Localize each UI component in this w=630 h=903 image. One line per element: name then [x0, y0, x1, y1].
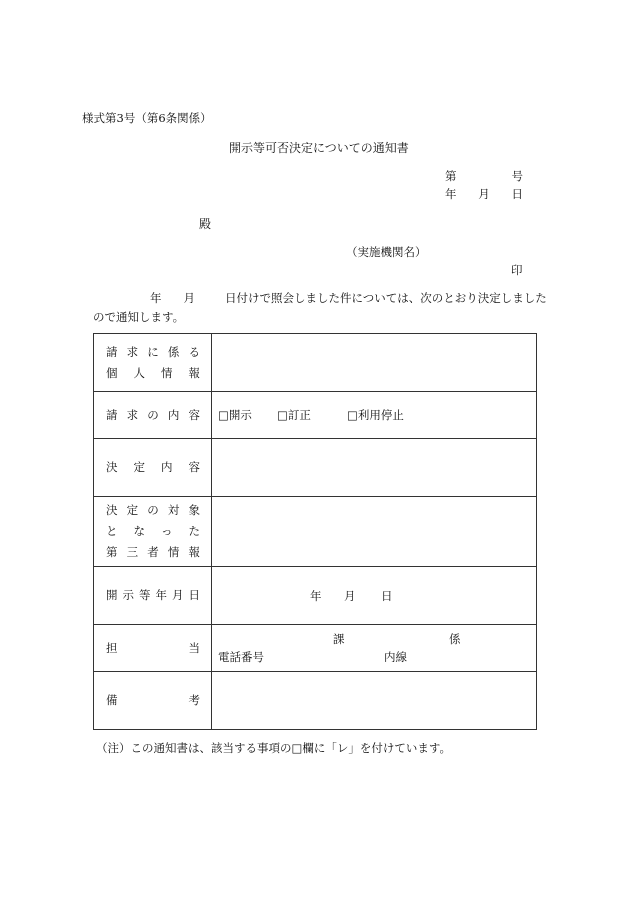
label-contact [94, 625, 212, 672]
label-char: 情 [161, 365, 173, 380]
label-decision [94, 439, 212, 497]
label-char: 報 [188, 545, 200, 559]
row-disclosure-date [94, 567, 537, 625]
label-char: の [147, 407, 159, 422]
option-suspension-checkbox[interactable]: □利用停止 [347, 408, 404, 422]
label-personal-info [94, 334, 212, 392]
label-char: 等 [139, 588, 151, 602]
label-char: 日 [188, 588, 200, 602]
label-line [94, 457, 211, 478]
label-char: 内 [161, 460, 173, 474]
contact-phone-line [212, 648, 536, 666]
value-decision[interactable] [212, 439, 537, 497]
document-title: 開示等可否決定についての通知書 [229, 141, 409, 155]
label-line [94, 500, 211, 521]
body-line1-rest: 日付けで照会しました件については、次のとおり決定しました [225, 291, 547, 305]
document-number [445, 168, 523, 184]
label-char: 月 [172, 588, 184, 602]
label-char: 係 [167, 344, 180, 359]
label-char: 報 [188, 365, 200, 380]
label-char: に [147, 344, 159, 359]
row-decision [94, 439, 537, 497]
value-third-party-info[interactable] [212, 497, 537, 567]
row-third-party-info [94, 497, 537, 567]
contact-phone-label: 電話番号 [218, 650, 264, 664]
addressee-honorific: 殿 [199, 217, 212, 231]
label-char: 内 [167, 407, 180, 422]
option-correction-checkbox[interactable]: □訂正 [277, 408, 311, 422]
label-char: 容 [188, 460, 200, 474]
sender-agency: （実施機関名） [346, 245, 427, 259]
label-char: 当 [188, 640, 200, 655]
label-char: 者 [147, 545, 159, 559]
disclosure-day: 日 [381, 588, 393, 603]
label-char: 請 [106, 344, 118, 359]
body-month: 月 [183, 291, 195, 305]
label-line [94, 342, 211, 363]
label-disclosure-date [94, 567, 212, 625]
label-char: 人 [133, 365, 145, 380]
label-char: 求 [126, 407, 139, 422]
label-char: 考 [188, 693, 200, 707]
label-char: 情 [167, 545, 180, 559]
contact-subsection: 係 [449, 632, 461, 646]
value-remarks[interactable] [212, 672, 537, 730]
label-line [94, 638, 211, 659]
disclosure-date-fields [212, 588, 536, 604]
doc-number-suffix: 号 [511, 169, 523, 183]
label-char: 対 [167, 503, 180, 517]
label-line [94, 585, 211, 606]
label-char: 備 [106, 693, 118, 707]
label-char: な [133, 524, 145, 538]
label-char: と [106, 524, 118, 538]
issue-date [445, 186, 523, 202]
label-char: っ [161, 524, 173, 538]
body-year: 年 [150, 291, 162, 305]
row-request-content [94, 392, 537, 439]
label-char: の [147, 503, 159, 517]
label-char: 決 [106, 460, 118, 474]
footnote: （注）この通知書は、該当する事項の□欄に「レ」を付けています。 [96, 741, 451, 755]
label-char: た [188, 524, 200, 538]
label-char: 決 [106, 503, 118, 517]
label-line [94, 521, 211, 542]
seal-mark: 印 [511, 263, 523, 277]
label-char: 求 [126, 344, 139, 359]
value-request-content [212, 392, 537, 439]
contact-extension-label: 内線 [384, 650, 407, 664]
contact-section-line [212, 630, 536, 648]
label-char: 請 [106, 407, 118, 422]
value-personal-info[interactable] [212, 334, 537, 392]
label-char: る [188, 344, 200, 359]
label-line [94, 363, 211, 384]
label-char: 年 [155, 588, 167, 602]
row-remarks [94, 672, 537, 730]
label-remarks [94, 672, 212, 730]
label-line [94, 405, 211, 426]
label-request-content [94, 392, 212, 439]
disclosure-month: 月 [344, 588, 356, 603]
issue-date-year: 年 [445, 187, 457, 201]
notice-table [93, 333, 537, 730]
issue-date-month: 月 [478, 187, 490, 201]
doc-number-prefix: 第 [445, 169, 457, 183]
label-line [94, 690, 211, 711]
row-contact [94, 625, 537, 672]
form-number-label: 様式第3号（第6条関係） [82, 111, 212, 125]
request-options [212, 407, 536, 423]
label-char: 示 [122, 588, 134, 602]
label-char: 開 [106, 588, 118, 602]
label-char: 個 [106, 365, 118, 380]
label-char: 定 [126, 503, 139, 517]
issue-date-day: 日 [511, 187, 523, 201]
disclosure-year: 年 [310, 588, 322, 603]
label-char: 三 [126, 545, 139, 559]
label-char: 第 [106, 545, 118, 559]
value-contact[interactable] [212, 625, 537, 672]
label-third-party-info [94, 497, 212, 567]
body-text-line2: ので通知します。 [93, 310, 185, 324]
label-char: 定 [133, 460, 145, 474]
body-text-line1 [150, 290, 547, 306]
label-char: 容 [188, 407, 200, 422]
label-char: 象 [188, 503, 200, 517]
value-disclosure-date[interactable] [212, 567, 537, 625]
label-line [94, 542, 211, 563]
contact-section: 課 [333, 632, 345, 646]
label-char: 担 [106, 640, 118, 655]
row-personal-info [94, 334, 537, 392]
option-disclosure-checkbox[interactable]: □開示 [218, 408, 252, 422]
